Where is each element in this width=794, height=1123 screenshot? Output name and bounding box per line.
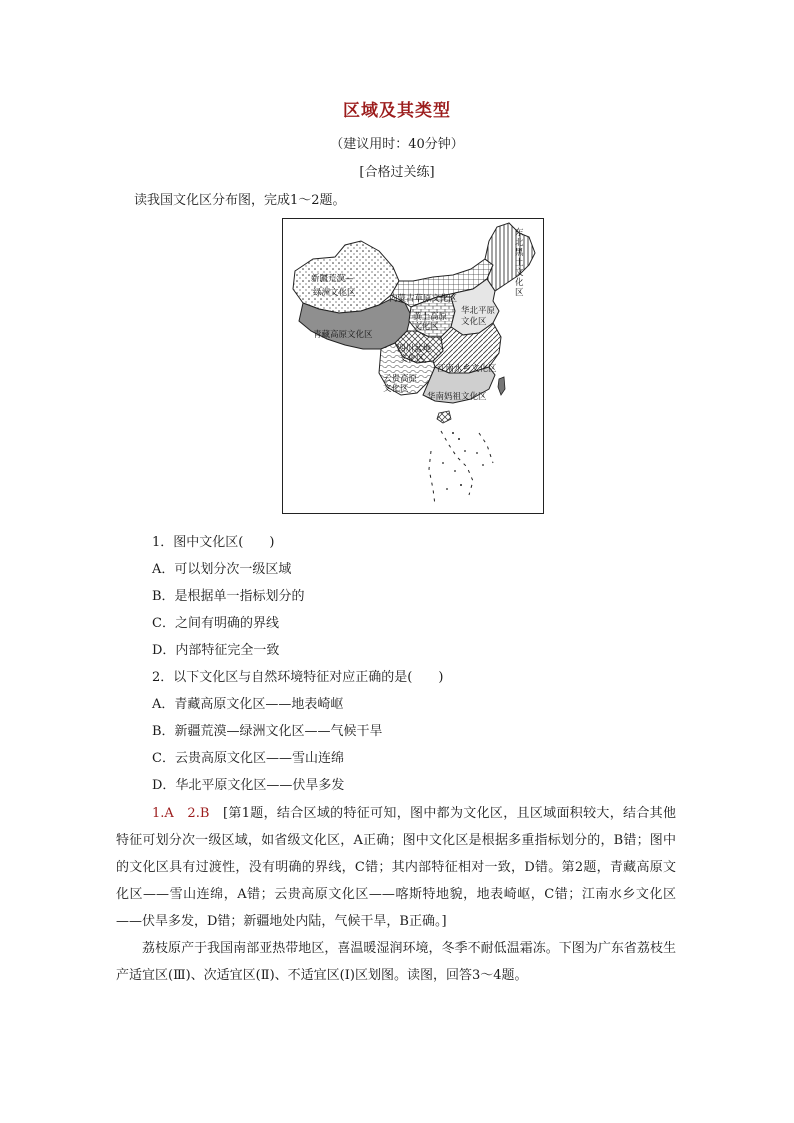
answer-key: 1.A 2.B (152, 806, 210, 821)
label-huanan: 华南妈祖文化区 (427, 392, 487, 402)
question-2-stem: 2．以下文化区与自然环境特征对应正确的是( ) (152, 670, 444, 685)
label-neimeng: 内蒙古草原文化区 (389, 294, 458, 304)
label-yungui: 云贵高原 (383, 374, 418, 384)
island-taiwan (498, 377, 505, 395)
answer-explanation (116, 800, 676, 935)
label-xinjiang: 新疆荒漠— (311, 274, 354, 284)
suggested-time: （建议用时：40分钟） (330, 137, 464, 152)
question-2-option-c: C．云贵高原文化区——雪山连绵 (152, 751, 344, 766)
question-1-option-a: A．可以划分次一级区域 (152, 562, 292, 577)
label-sichuan-2: 文化区 (399, 354, 425, 364)
question-1-option-b: B．是根据单一指标划分的 (152, 589, 305, 604)
label-dongbei-0: 东 (515, 228, 524, 238)
label-dongbei-2: 黑 (515, 248, 524, 258)
label-huangtu: 黄土高原 (413, 312, 448, 322)
question-1-stem: 1．图中文化区( ) (152, 535, 275, 550)
label-sichuan: 四川盆地 (397, 344, 432, 354)
label-qingzang: 青藏高原文化区 (313, 330, 373, 340)
question-1-option-d: D．内部特征完全一致 (152, 643, 280, 658)
label-huabei-2: 文化区 (461, 317, 487, 327)
page-title: 区域及其类型 (343, 101, 451, 121)
section-heading: [合格过关练] (359, 165, 435, 180)
map-svg (283, 219, 542, 512)
island-hainan (437, 411, 451, 423)
label-yungui-2: 文化区 (383, 384, 409, 394)
south-sea-boundary (429, 431, 493, 505)
question-2-option-a: A．青藏高原文化区——地表崎岖 (152, 697, 344, 712)
label-dongbei-4: 文 (515, 268, 524, 278)
china-cultural-region-map (282, 218, 544, 514)
south-sea-islands (442, 432, 484, 490)
next-question-intro: 荔枝原产于我国南部亚热带地区，喜温暖湿润环境，冬季不耐低温霜冻。下图为广东省荔枝生产适宜区(Ⅲ)、次适宜区(Ⅱ)、不适宜区(Ⅰ)区划图。读图，回答3～4题。 (116, 941, 676, 983)
question-1-option-c: C．之间有明确的界线 (152, 616, 279, 631)
label-jiangnan: 江南水乡文化区 (437, 364, 497, 374)
label-xinjiang-2: 绿洲文化区 (313, 288, 356, 298)
answer-text: [第1题，结合区域的特征可知，图中都为文化区，且区域面积较大，结合其他特征可划分次一级区域，如省级文化区，A正确；图中文化区是根据多重指标划分的，B错；图中的文化区具有过渡性，没有明确的界线，C错；其内部特征相对一致，D错。第2题，青藏高原文化区——雪山连绵，A错；云贵高原文化区——喀斯特地貌，地表崎岖，C错；江南水乡文化区——伏旱多发，D错；新疆地处内陆，气候干旱，B正确。] (116, 806, 676, 929)
question-2-option-d: D．华北平原文化区——伏旱多发 (152, 778, 345, 793)
intro-text: 读我国文化区分布图，完成1～2题。 (134, 193, 346, 208)
label-huangtu-2: 文化区 (413, 322, 439, 332)
label-dongbei-5: 化 (515, 278, 524, 288)
label-huabei: 华北平原 (461, 306, 496, 316)
label-dongbei-1: 北 (515, 238, 524, 248)
label-dongbei-6: 区 (515, 288, 524, 298)
region-dongbei (485, 223, 535, 291)
label-dongbei-3: 土 (515, 258, 524, 268)
question-2-option-b: B．新疆荒漠—绿洲文化区——气候干旱 (152, 724, 383, 739)
